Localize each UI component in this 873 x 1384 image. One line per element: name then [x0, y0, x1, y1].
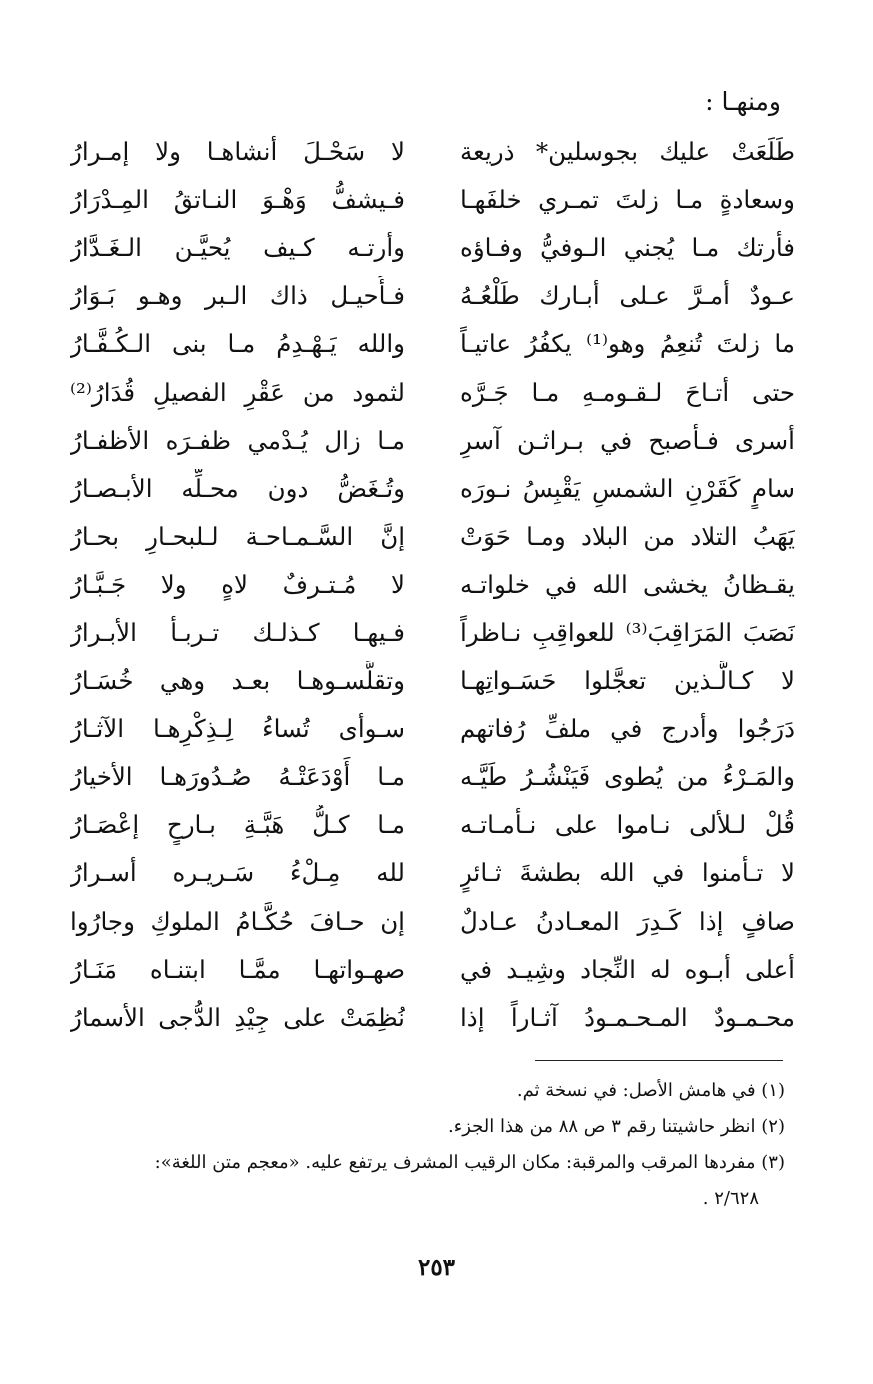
second-hemistich: لله مِـلْءُ سَـريـره أسـرارُ: [70, 858, 405, 888]
second-hemistich: وأرتـه كـيف يُحيَّـن الـغَـدَّارُ: [70, 233, 405, 263]
first-hemistich: نَصَبَ المَرَاقِبَ⁽³⁾ للعواقِبِ نـاظراً: [460, 617, 795, 647]
second-hemistich: لا سَحْـلَ أنشاهـا ولا إمـرارُ: [70, 137, 405, 167]
second-hemistich: مـا كـلُّ هَبَّـةِ بـارحٍ إعْصَـارُ: [70, 810, 405, 840]
second-hemistich: فـيشفُّ وَهْـوَ النـاتقُ المِـدْرَارُ: [70, 185, 405, 215]
verse-line: [70, 657, 795, 705]
first-hemistich: طَلَعَتْ عليك بجوسلين* ذريعة: [460, 137, 795, 167]
second-hemistich: فـأُحيـل ذاك الـبر وهـو بَـوَارُ: [70, 281, 405, 311]
verse-line: [70, 946, 795, 994]
first-hemistich: أعلى أبـوه له النِّجاد وشِيـد في: [460, 954, 795, 984]
section-intro: ومنهـا :: [705, 87, 781, 116]
poem: [70, 128, 795, 1042]
second-hemistich: فـيهـا كـذلـك تـربـأ الأبـرارُ: [70, 617, 405, 647]
first-hemistich: دَرَجُوا وأدرج في ملفِّ رُفاتهم: [460, 714, 795, 744]
first-hemistich: وسعادةٍ مـا زلتَ تمـري خلفَهـا: [460, 185, 795, 215]
footnote-2: (٢) انظر حاشيتنا رقم ٣ ص ٨٨ من هذا الجزء.: [448, 1116, 785, 1137]
first-hemistich: ما زلتَ تُنعِمُ وهو⁽¹⁾ يكفُرُ عاتيـاً: [460, 329, 795, 359]
verse-line: [70, 801, 795, 849]
first-hemistich: لا تـأمنوا في الله بطشةَ ثـائرٍ: [460, 858, 795, 888]
verse-line: [70, 849, 795, 897]
footnote-3-continuation: ٢/٦٢٨ .: [702, 1188, 759, 1209]
verse-line: [70, 128, 795, 176]
first-hemistich: يَهَبُ التلاد من البلاد ومـا حَوَتْ: [460, 521, 795, 551]
footnotes: [85, 1073, 785, 1217]
second-hemistich: سـوأى تُساءُ لِـذِكْرِهـا الآثـارُ: [70, 714, 405, 744]
footnote-1: (١) في هامش الأصل: في نسخة ثم.: [516, 1080, 785, 1101]
first-hemistich: صافٍ إذا كَـدِرَ المعـادنُ عـادلٌ: [460, 906, 795, 936]
first-hemistich: فأرتك مـا يُجني الـوفيُّ وفـاؤه: [460, 233, 795, 263]
second-hemistich: نُظِمَتْ على جِيْدِ الدُّجى الأسمارُ: [70, 1002, 405, 1032]
second-hemistich: إنَّ السَّـمـاحـة لـلبحـارِ بحـارُ: [70, 521, 405, 551]
second-hemistich: والله يَـهْـدِمُ مـا بنى الـكُـفَّـارُ: [70, 329, 405, 359]
first-hemistich: حتى أتـاحَ لـقـومـهِ مـا جَـرَّه: [460, 377, 795, 407]
second-hemistich: وتُـغَضُّ دون محـلِّه الأبـصـارُ: [70, 473, 405, 503]
first-hemistich: يقـظانُ يخشى الله في خلواتـه: [460, 569, 795, 599]
second-hemistich: لا مُـتـرفٌ لاهٍ ولا جَـبَّـارُ: [70, 569, 405, 599]
second-hemistich: وتقلَّسـوهـا بعـد وهي خُسَـارُ: [70, 666, 405, 696]
first-hemistich: أسرى فـأصبح في بـراثـن آسرِ: [460, 425, 795, 455]
second-hemistich: صهـواتهـا ممَّـا ابتنـاه مَنَـارُ: [70, 954, 405, 984]
first-hemistich: محـمـودٌ المـحـمـودُ آثـاراً إذا: [460, 1002, 795, 1032]
first-hemistich: لا كـالَّـذين تعجَّلوا حَسَـواتِهـا: [460, 666, 795, 696]
footnote-3: (٣) مفردها المرقب والمرقبة: مكان الرقيب المشرف يرتفع عليه. «معجم متن اللغة»:: [154, 1152, 785, 1173]
verse-line: [70, 272, 795, 320]
first-hemistich: قُلْ لـلألى نـاموا على نـأمـاتـه: [460, 810, 795, 840]
verse-line: [70, 609, 795, 657]
second-hemistich: إن حـافَ حُكَّـامُ الملوكِ وجارُوا: [70, 906, 405, 936]
verse-line: [70, 417, 795, 465]
verse-line: [70, 176, 795, 224]
verse-line: [70, 561, 795, 609]
verse-line: [70, 898, 795, 946]
footnote-separator: [535, 1060, 783, 1061]
first-hemistich: والمَـرْءُ من يُطوى فَيَنْشُـرُ طَيَّـه: [460, 762, 795, 792]
second-hemistich: مـا زال يُـدْمي ظفـرَه الأظفـارُ: [70, 425, 405, 455]
verse-line: [70, 994, 795, 1042]
verse-line: [70, 320, 795, 368]
first-hemistich: عـودٌ أمـرَّ عـلى أبـارك طَلْعُـهُ: [460, 281, 795, 311]
first-hemistich: سامٍ كَقَرْنِ الشمسِ يَقْبِسُ نـورَه: [460, 473, 795, 503]
second-hemistich: مـا أَوْدَعَتْـهُ صُـدُورَهـا الأخيارُ: [70, 762, 405, 792]
verse-line: [70, 368, 795, 416]
verse-line: [70, 224, 795, 272]
verse-line: [70, 705, 795, 753]
verse-line: [70, 465, 795, 513]
page-number: ٢٥٣: [417, 1254, 456, 1281]
verse-line: [70, 753, 795, 801]
verse-line: [70, 513, 795, 561]
second-hemistich: لثمود من عَقْرِ الفصيلِ قُدَارُ⁽²⁾: [70, 377, 405, 407]
